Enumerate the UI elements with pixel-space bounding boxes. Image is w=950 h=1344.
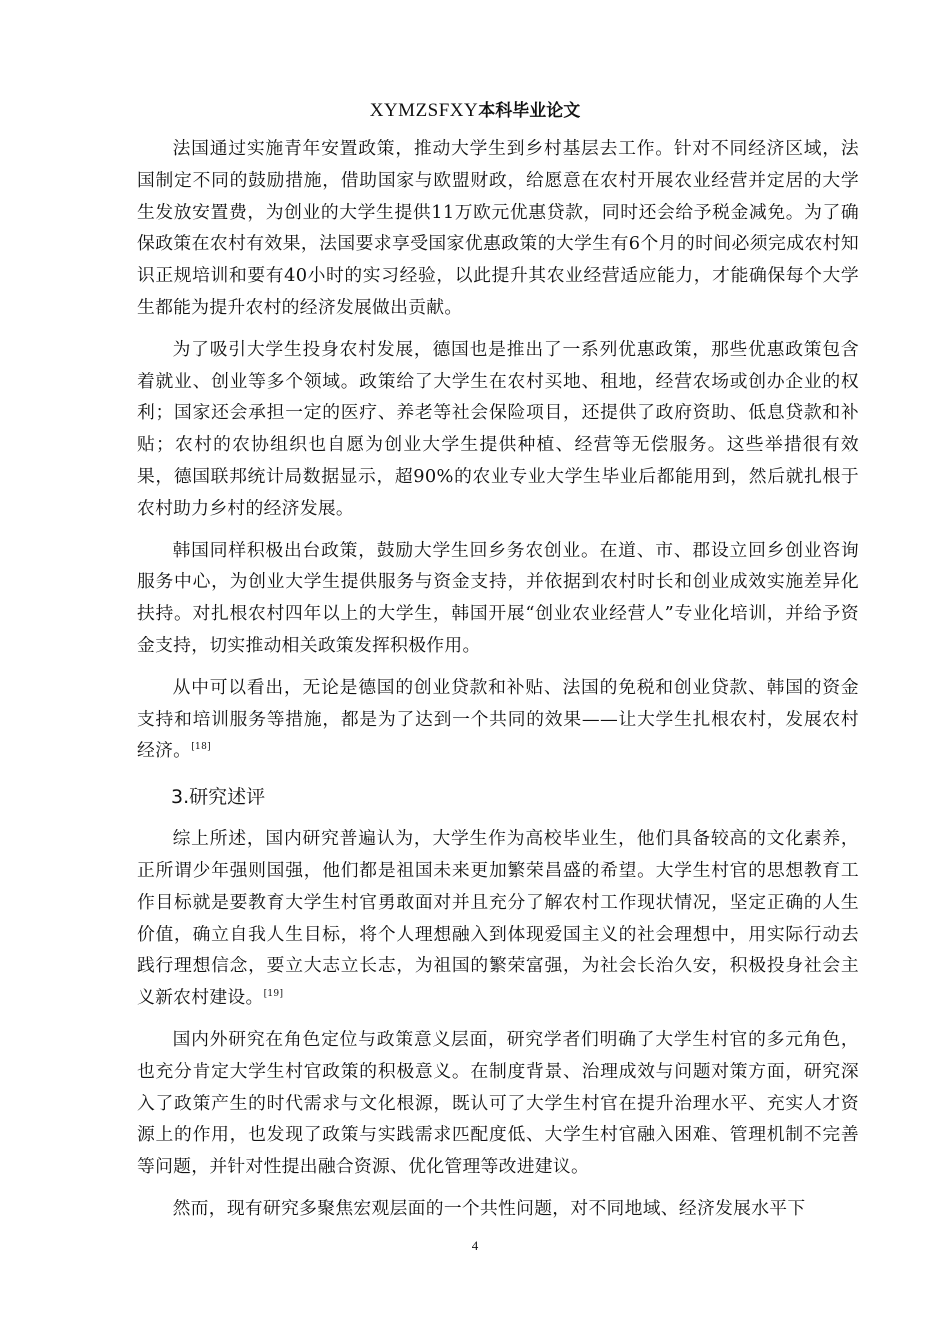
page-header bbox=[0, 98, 950, 123]
header-code: XYMZSFXY bbox=[369, 100, 479, 121]
citation-ref[interactable]: [19] bbox=[263, 989, 284, 1000]
paragraph-text: 法国通过实施青年安置政策，推动大学生到乡村基层去工作。针对不同经济区域，法国制定不同的鼓励措施，借助国家与欧盟财政，给愿意在农村开展农业经营并定居的大学生发放安置费，为创业的大学生提供11万欧元优惠贷款，同时还会给予税金减免。为了确保政策在农村有效果，法国要求享受国家优惠政策的大学生有6个月的时间必须完成农村知识正规培训和要有40小时的实习经验，以此提升其农业经营适应能力，才能确保每个大学生都能为提升农村的经济发展做出贡献。 bbox=[137, 138, 859, 318]
paragraph-review-domestic bbox=[137, 823, 859, 1014]
paragraph-review-roles bbox=[137, 1024, 859, 1183]
paragraph-text: 综上所述，国内研究普遍认为，大学生作为高校毕业生，他们具备较高的文化素养，正所谓少年强则国强，他们都是祖国未来更加繁荣昌盛的希望。大学生村官的思想教育工作目标就是要教育大学生村官勇敢面对并且充分了解农村工作现状情况，坚定正确的人生价值，确立自我人生目标，将个人理想融入到体现爱国主义的社会理想中，用实际行动去践行理想信念，要立大志立长志，为祖国的繁荣富强，为社会长治久安，积极投身社会主义新农村建设。 bbox=[137, 828, 859, 1009]
paragraph-korea bbox=[137, 535, 859, 662]
paragraph-text: 国内外研究在角色定位与政策意义层面，研究学者们明确了大学生村官的多元角色，也充分肯定大学生村官政策的积极意义。在制度背景、治理成效与问题对策方面，研究深入了政策产生的时代需求与文化根源，既认可了大学生村官在提升治理水平、充实人才资源上的作用，也发现了政策与实践需求匹配度低、大学生村官融入困难、管理机制不完善等问题，并针对性提出融合资源、优化管理等改进建议。 bbox=[137, 1028, 859, 1178]
paragraph-text: 从中可以看出，无论是德国的创业贷款和补贴、法国的免税和创业贷款、韩国的资金支持和培训服务等措施，都是为了达到一个共同的效果——让大学生扎根农村，发展农村经济。 bbox=[137, 676, 859, 762]
paragraph-text: 为了吸引大学生投身农村发展，德国也是推出了一系列优惠政策，那些优惠政策包含着就业、创业等多个领域。政策给了大学生在农村买地、租地，经营农场或创办企业的权利；国家还会承担一定的医疗、养老等社会保险项目，还提供了政府资助、低息贷款和补贴；农村的农协组织也自愿为创业大学生提供种植、经营等无偿服务。这些举措很有效果，德国联邦统计局数据显示，超90%的农业专业大学生毕业后都能用到，然后就扎根于农村助力乡村的经济发展。 bbox=[137, 338, 859, 519]
paragraph-france bbox=[137, 133, 859, 324]
section-heading: 3.研究述评 bbox=[171, 786, 266, 809]
page-number: 4 bbox=[471, 1238, 479, 1253]
paragraph-germany bbox=[137, 334, 859, 525]
paragraph-review-gaps bbox=[137, 1193, 859, 1225]
header-title: 本科毕业论文 bbox=[478, 101, 581, 121]
citation-ref[interactable]: [18] bbox=[191, 742, 211, 753]
paragraph-text: 韩国同样积极出台政策，鼓励大学生回乡务农创业。在道、市、郡设立回乡创业咨询服务中心，为创业大学生提供服务与资金支持，并依据到农村时长和创业成效实施差异化扶持。对扎根农村四年以上的大学生，韩国开展“创业农业经营人”专业化培训，并给予资金支持，切实推动相关政策发挥积极作用。 bbox=[137, 539, 859, 656]
body-text bbox=[137, 133, 859, 1235]
paragraph-text: 然而，现有研究多聚焦宏观层面的一个共性问题，对不同地域、经济发展水平下 bbox=[172, 1197, 806, 1219]
paragraph-summary bbox=[137, 672, 859, 767]
